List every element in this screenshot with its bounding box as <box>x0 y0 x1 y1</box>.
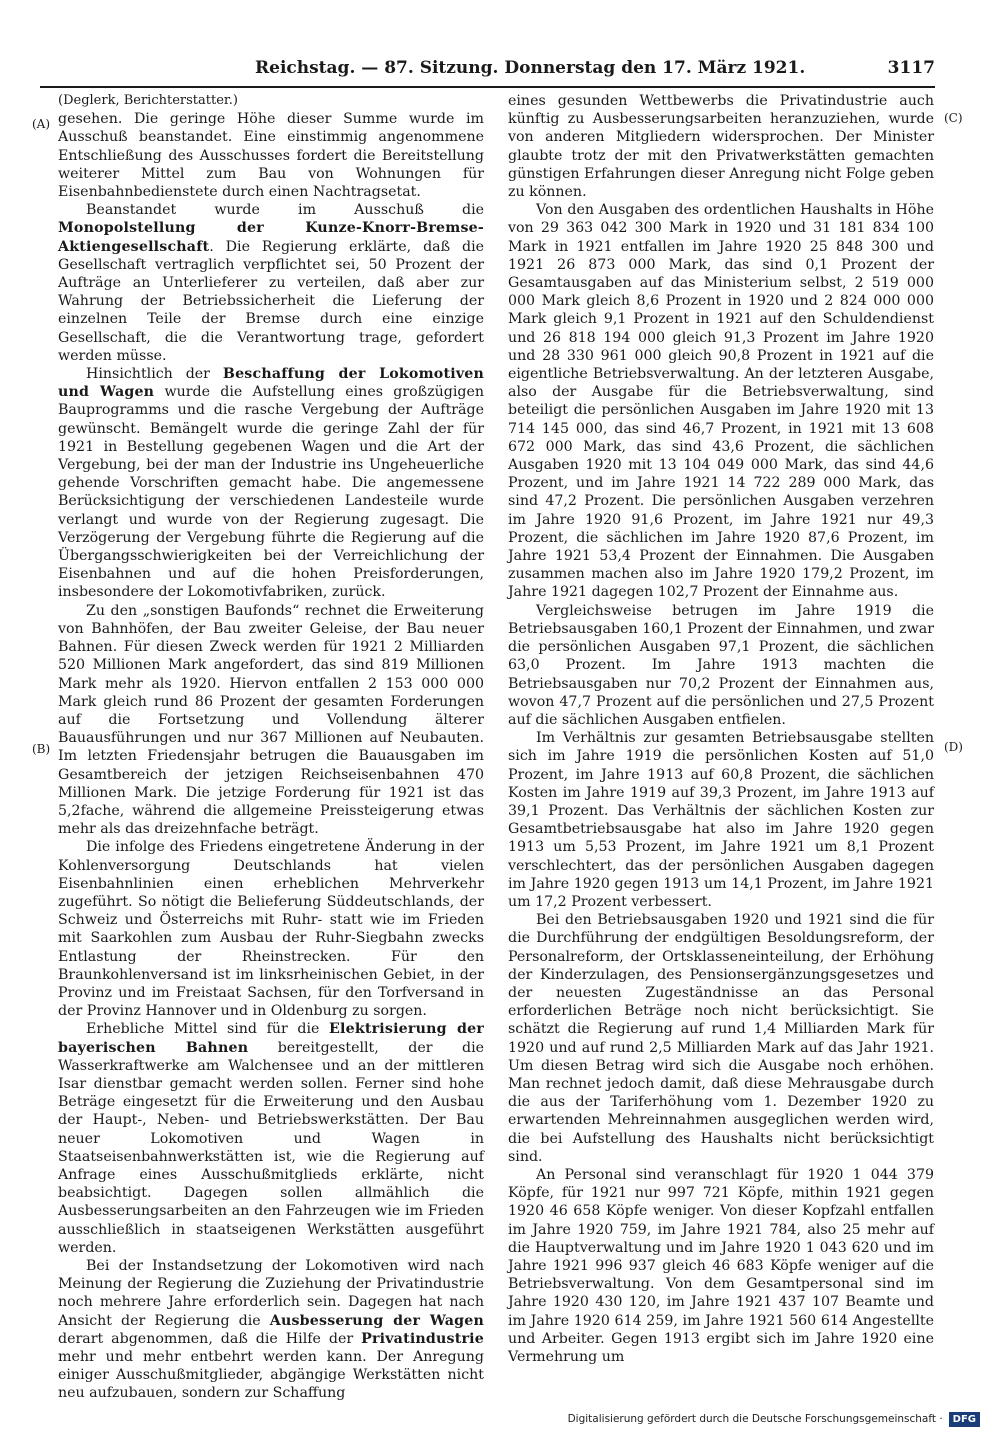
emphasis-text: Ausbesserung der Wagen <box>269 1312 484 1329</box>
paragraph: Bei den Betriebsausgaben 1920 und 1921 sind die für die Durchführung der endgültigen Besoldungsreform, der Personalreform, der Ortsklasseneinteilung, der Erhöhung der Kinderzulagen, des Pensionsergänzungsgesetzes und der neuesten Zugeständnisse an das Personal erforderlichen Beträge noch nicht berücksichtigt. Sie schätzt die Regierung auf rund 1,4 Milliarden Mark für 1920 und auf rund 2,5 Milliarden Mark auf das Jahr 1921. Um diesen Betrag wird sich die Ausgabe noch erhöhen. Man rechnet jedoch damit, daß diese Mehrausgabe durch die aus der Tariferhöhung vom 1. Dezember 1920 zu erwartenden Mehreinnahmen ausgeglichen werden wird, die bei Aufstellung des Haushalts nicht berücksichtigt sind. <box>508 912 934 1165</box>
page-header <box>255 58 935 82</box>
margin-marker-d: (D) <box>944 740 963 754</box>
margin-marker-c: (C) <box>944 111 963 125</box>
paragraph-text: Erhebliche Mittel sind für die <box>86 1021 330 1038</box>
paragraph-text: . Die Regierung erklärte, daß die Gesellschaft vertraglich verpflichtet sei, 50 Prozent der Aufträge an Unterlieferer zu verteilen, daß aber zur Wahrung der Betriebssicherheit die Lieferung der einzelnen Teile der Bremse durch eine einzige Gesellschaft, die die Verantwortung trage, gefordert werden müsse. <box>58 238 484 364</box>
paragraph <box>58 1257 484 1403</box>
paragraph: Zu den „sonstigen Baufonds“ rechnet die Erweiterung von Bahnhöfen, der Bau zweiter Geleise, der Bau neuer Bahnen. Für diesen Zweck werden für 1921 2 Milliarden 520 Millionen Mark angefordert, das sind 819 Millionen Mark mehr als 1920. Hiervon entfallen 2 153 000 000 Mark gleich rund 86 Prozent der gesamten Forderungen auf die Fortsetzung und Vollendung älterer Bauausführungen und nur 367 Millionen auf Neubauten. Im letzten Friedensjahr betrugen die Bauausgaben im Gesamtbereich der jetzigen Reichseisenbahnen 470 Millionen Mark. Die jetzige Forderung für 1921 ist das 5,2fache, während die allgemeine Preissteigerung etwas mehr als das dreizehnfache beträgt. <box>58 602 484 838</box>
emphasis-text: Elektrisierung der bayerischen Bahnen <box>58 1021 484 1056</box>
footer-text: Digitalisierung gefördert durch die Deutsche Forschungsgemeinschaft · <box>567 1413 943 1425</box>
paragraph: Von den Ausgaben des ordentlichen Haushalts in Höhe von 29 363 042 300 Mark in 1920 und 31 181 834 100 Mark in 1921 entfallen im Jahre 1920 25 848 300 und 1921 26 873 000 Mark, das sind 0,1 Prozent der Gesamtausgaben auf das Ministerium selbst, 2 519 000 000 Mark gleich 8,6 Prozent in 1920 und 2 824 000 000 Mark gleich 9,1 Prozent in 1921 auf den Schuldendienst und 26 818 194 000 gleich 91,3 Prozent im Jahre 1920 und 28 330 961 000 gleich 90,8 Prozent in 1921 auf die eigentliche Betriebsverwaltung. An der letzteren Ausgabe, also der Ausgabe für die Betriebsverwaltung, sind beteiligt die persönlichen Ausgaben im Jahre 1920 mit 13 714 145 000, das sind 46,7 Prozent, in 1921 mit 13 608 672 000 Mark, das sind 43,6 Prozent, die sächlichen Ausgaben 1920 mit 13 104 049 000 Mark, das sind 44,6 Prozent, und im Jahre 1921 14 722 289 000 Mark, das sind 47,2 Prozent. Die persönlichen Ausgaben verzehren im Jahre 1920 91,6 Prozent, im Jahre 1921 nur 49,3 Prozent, die sächlichen im Jahre 1920 87,6 Prozent, im Jahre 1921 53,4 Prozent der Einnahmen. Die Ausgaben zusammen machen also im Jahre 1920 179,2 Prozent, im Jahre 1921 dagegen 102,7 Prozent der Einnahme aus. <box>508 202 934 601</box>
paragraph: eines gesunden Wettbewerbs die Privatindustrie auch künftig zu Ausbesserungsarbeiten heranzuziehen, wurde von anderen Mitgliedern widersprochen. Der Minister glaubte trotz der mit den Privatwerkstätten gemachten günstigen Erfahrungen dieser Anregung nicht Folge geben zu können. <box>508 93 934 201</box>
margin-marker-a: (A) <box>32 117 51 131</box>
emphasis-text: Beschaffung der Lokomotiven und Wagen <box>58 366 484 401</box>
emphasis-text: Monopolstellung der Kunze-Knorr-Bremse-Aktiengesellschaft <box>58 220 484 255</box>
header-rule <box>40 86 935 88</box>
speaker-reference: (Deglerk, Berichterstatter.) <box>58 93 238 108</box>
paragraph-text: Hinsichtlich der <box>86 366 223 383</box>
right-column <box>508 92 934 1366</box>
page-number: 3117 <box>887 58 935 78</box>
paragraph-text: Bei der Instandsetzung der Lokomotiven wird nach Meinung der Regierung die Zuziehung der Privatindustrie noch mehrere Jahre erforderlich sein. Dagegen hat nach Ansicht der Regierung die <box>58 1258 484 1329</box>
paragraph <box>58 201 484 365</box>
paragraph-text: derart abgenommen, daß die Hilfe der <box>58 1330 362 1347</box>
paragraph: Im Verhältnis zur gesamten Betriebsausgabe stellten sich im Jahre 1919 die persönlichen Kosten auf 51,0 Prozent, im Jahre 1913 auf 60,8 Prozent, die sächlichen Kosten im Jahre 1919 auf 39,3 Prozent, im Jahre 1913 auf 39,1 Prozent. Das Verhältnis der sächlichen Kosten zur Gesamtbetriebsausgabe hat also im Jahre 1920 gegen 1913 um 5,53 Prozent, im Jahre 1921 um 8,1 Prozent verschlechtert, das der persönlichen Ausgaben dagegen im Jahre 1920 gegen 1913 um 14,1 Prozent, im Jahre 1921 um 17,2 Prozent verbessert. <box>508 730 934 910</box>
running-title: Reichstag. — 87. Sitzung. Donnerstag den 17. März 1921. <box>255 58 806 78</box>
paragraph <box>58 1020 484 1257</box>
paragraph: An Personal sind veranschlagt für 1920 1 044 379 Köpfe, für 1921 nur 997 721 Köpfe, mithin 1921 gegen 1920 46 658 Köpfe weniger. Von dieser Kopfzahl entfallen im Jahre 1920 759, im Jahre 1921 784, also 25 mehr auf die Hauptverwaltung und im Jahre 1920 1 043 620 und im Jahre 1921 996 937 gleich 46 683 Köpfe weniger auf die Betriebsverwaltung. Von dem Gesamtpersonal sind im Jahre 1920 430 120, im Jahre 1921 437 107 Beamte und im Jahre 1920 614 259, im Jahre 1921 560 614 Angestellte und Arbeiter. Gegen 1913 ergibt sich im Jahre 1920 eine Vermehrung um <box>508 1166 934 1366</box>
paragraph-text: mehr und mehr entbehrt werden kann. Der Anregung einiger Ausschußmitglieder, abgängige Werkstätten nicht neu aufzubauen, sondern zur Schaffung <box>58 1349 484 1402</box>
paragraph <box>58 365 484 602</box>
dfg-logo: DFG <box>949 1412 980 1427</box>
paragraph: Vergleichsweise betrugen im Jahre 1919 die Betriebsausgaben 160,1 Prozent der Einnahmen, und zwar die persönlichen Ausgaben 97,1 Prozent, die sächlichen 63,0 Prozent. Im Jahre 1913 machten die Betriebsausgaben nur 70,2 Prozent der Einnahmen aus, wovon 47,7 Prozent auf die persönlichen und 27,5 Prozent auf die sächlichen Ausgaben entfielen. <box>508 602 934 728</box>
margin-marker-b: (B) <box>32 742 51 756</box>
left-column <box>58 92 485 1402</box>
paragraph: gesehen. Die geringe Höhe dieser Summe wurde im Ausschuß beanstandet. Eine einstimmig angenommene Entschließung des Ausschusses fordert die Bereitstellung weiterer Mittel zum Bau von Wohnungen für Eisenbahnbedienstete durch einen Nachtragsetat. <box>58 111 484 201</box>
paragraph: Die infolge des Friedens eingetretene Änderung in der Kohlenversorgung Deutschlands hat vielen Eisenbahnlinien einen erheblichen Mehrverkehr zugeführt. So nötigt die Belieferung Süddeutschlands, der Schweiz und Österreichs mit Ruhr- statt wie im Frieden mit Saarkohlen zum Ausbau der Ruhr-Siegbahn zwecks Entlastung der Rheinstrecken. Für den Braunkohlenversand ist im linksrheinischen Gebiet, in der Provinz und im Freistaat Sachsen, für den Torfversand in der Provinz Hannover und in Oldenburg zu sorgen. <box>58 839 484 1020</box>
digitization-footer <box>568 1410 980 1428</box>
paragraph-text: wurde die Aufstellung eines großzügigen Bauprogramms und die rasche Vergebung der Aufträge gewünscht. Bemängelt wurde die geringe Zahl der für 1921 in Bestellung gegebenen Wagen und die Art der Vergebung, bei der man der Industrie ins Ungeheuerliche gehende Vorschriften gemacht habe. Die angemessene Berücksichtigung der verschiedenen Landesteile wurde verlangt und wurde von der Regierung zugesagt. Die Verzögerung der Vergebung führte die Regierung auf die Übergangsschwierigkeiten bei der Verreichlichung der Eisenbahnen und auf die hohen Preisforderungen, insbesondere der Lokomotivfabriken, zurück. <box>58 384 484 601</box>
paragraph-text: bereitgestellt, der die Wasserkraftwerke am Walchensee und an der mittleren Isar dienstbar gemacht werden sollen. Ferner sind hohe Beträge eingesetzt für die Erweiterung und den Ausbau der Haupt-, Neben- und Betriebswerkstätten. Der Bau neuer Lokomotiven und Wagen in Staatseisenbahnwerkstätten ist, wie die Regierung auf Anfrage eines Ausschußmitglieds erklärte, nicht beabsichtigt. Dagegen sollen allmählich die Ausbesserungsarbeiten an den Fahrzeugen wie im Frieden ausschließlich in staatseigenen Werkstätten ausgeführt werden. <box>58 1039 485 1256</box>
paragraph-text: Beanstandet wurde im Ausschuß die <box>86 202 484 219</box>
emphasis-text: Privatindustrie <box>361 1330 484 1347</box>
